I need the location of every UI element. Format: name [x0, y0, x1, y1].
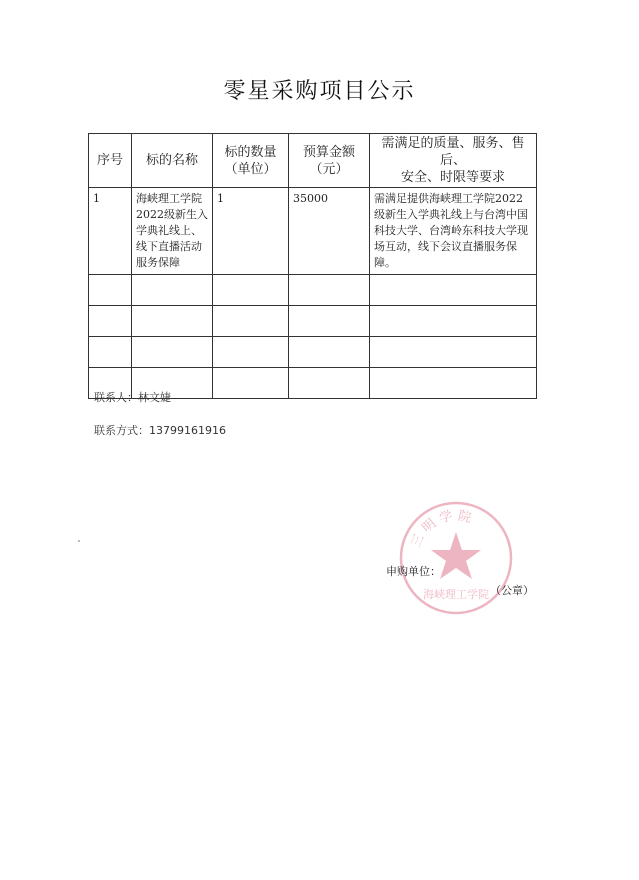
table-row-empty [89, 306, 537, 337]
header-seq: 序号 [89, 134, 132, 188]
contact-phone [94, 422, 226, 438]
svg-text:三 明 学 院: 三 明 学 院 [408, 508, 473, 551]
header-requirement [370, 134, 537, 188]
cell-name: 海峡理工学院2022级新生入学典礼线上、线下直播活动服务保障 [132, 188, 213, 275]
seal-text: 海峡理工学院 [423, 588, 489, 601]
contact-phone-value: 13799161916 [149, 424, 226, 437]
header-budget-line2: （元） [309, 161, 349, 177]
header-qty-line1: 标的数量 [224, 144, 277, 160]
cell-requirement: 需满足提供海峡理工学院2022级新生入学典礼线上与台湾中国科技大学、台湾岭东科技大学现场互动，线下会议直播服务保障。 [370, 188, 537, 275]
header-req-line2: 安全、时限等要求 [400, 170, 505, 185]
table-row-empty [89, 275, 537, 306]
header-budget-line1: 预算金额 [302, 144, 355, 160]
table-row-empty [89, 337, 537, 368]
table-row [89, 188, 537, 275]
table-header-row [89, 134, 537, 188]
buyer-unit: 申购单位： [386, 565, 441, 578]
contact-person [94, 389, 171, 405]
contact-person-label: 联系人： [94, 391, 138, 404]
header-budget [289, 134, 370, 188]
official-seal-icon [396, 498, 516, 618]
page-title: 零星采购项目公示 [223, 79, 416, 104]
procurement-table [88, 133, 537, 399]
cell-qty: 1 [213, 188, 289, 275]
cell-seq: 1 [89, 188, 132, 275]
cell-budget: 35000 [289, 188, 370, 275]
contact-phone-label: 联系方式： [94, 424, 149, 437]
header-req-line1: 需满足的质量、服务、售后、 [381, 136, 525, 168]
seal-note: （公章） [490, 584, 534, 597]
header-name: 标的名称 [132, 134, 213, 188]
scan-speck [78, 540, 80, 542]
header-qty [213, 134, 289, 188]
header-qty-line2: （单位） [224, 161, 277, 177]
contact-person-value: 林文婕 [138, 391, 171, 404]
